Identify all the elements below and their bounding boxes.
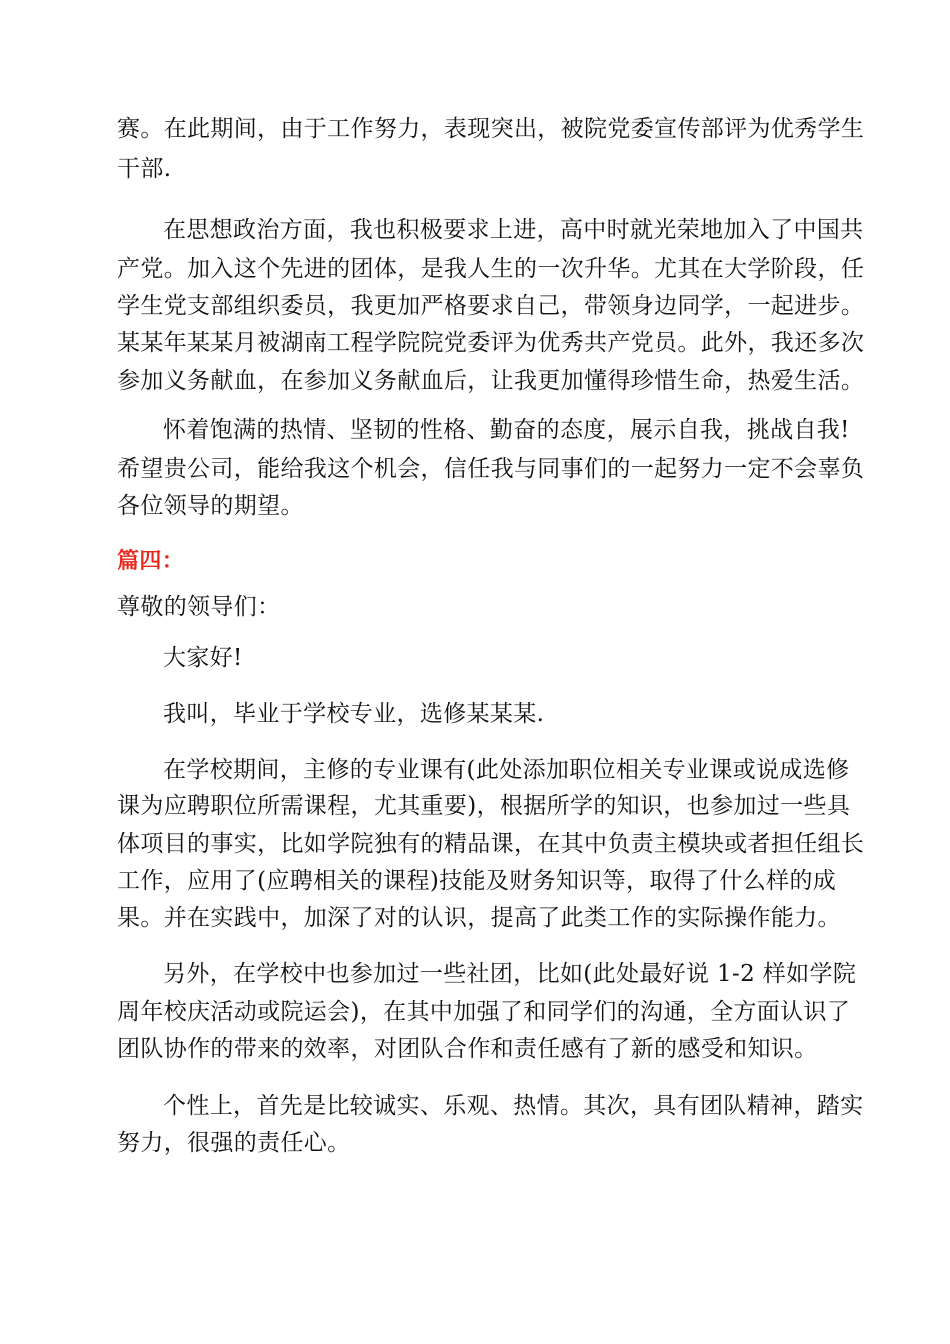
paragraph-line: 各位领导的期望。 (117, 493, 304, 519)
paragraph-line: 某某年某某月被湖南工程学院院党委评为优秀共产党员。此外，我还多次 (117, 330, 865, 356)
paragraph-line: 个性上，首先是比较诚实、乐观、热情。其次，具有团队精神，踏实 (163, 1093, 864, 1119)
salutation: 尊敬的领导们： (117, 594, 281, 620)
paragraph-line: 在思想政治方面，我也积极要求上进，高中时就光荣地加入了中国共 (163, 217, 864, 243)
paragraph-line: 希望贵公司，能给我这个机会，信任我与同事们的一起努力一定不会辜负 (117, 456, 865, 482)
paragraph-line: 课为应聘职位所需课程，尤其重要)，根据所学的知识，也参加过一些具 (117, 793, 851, 819)
paragraph-line: 周年校庆活动或院运会)，在其中加强了和同学们的沟通，全方面认识了 (117, 999, 851, 1025)
paragraph-line: 工作，应用了(应聘相关的课程)技能及财务知识等，取得了什么样的成 (117, 868, 837, 894)
paragraph-line: 果。并在实践中，加深了对的认识，提高了此类工作的实际操作能力。 (117, 905, 841, 931)
paragraph-line: 参加义务献血，在参加义务献血后，让我更加懂得珍惜生命，热爱生活。 (117, 368, 865, 394)
paragraph-line: 怀着饱满的热情、坚韧的性格、勤奋的态度，展示自我，挑战自我! (163, 417, 850, 443)
paragraph-line: 在学校期间，主修的专业课有(此处添加职位相关专业课或说成选修 (163, 757, 850, 783)
paragraph-line: 学生党支部组织委员，我更加严格要求自己，带领身边同学，一起进步。 (117, 293, 865, 319)
paragraph-line: 产党。加入这个先进的团体，是我人生的一次升华。尤其在大学阶段，任 (117, 256, 865, 282)
paragraph-line: 干部. (117, 156, 172, 182)
paragraph-line: 努力，很强的责任心。 (117, 1130, 351, 1156)
paragraph-line: 赛。在此期间，由于工作努力，表现突出，被院党委宣传部评为优秀学生 (117, 116, 865, 142)
paragraph-line: 我叫，毕业于学校专业，选修某某某. (163, 701, 545, 727)
greeting: 大家好! (163, 645, 243, 671)
paragraph-line: 另外，在学校中也参加过一些社团，比如(此处最好说 1-2 样如学院 (163, 961, 857, 987)
paragraph-line: 体项目的事实，比如学院独有的精品课，在其中负责主模块或者担任组长 (117, 831, 865, 857)
paragraph-line: 团队协作的带来的效率，对团队合作和责任感有了新的感受和知识。 (117, 1036, 818, 1062)
section-heading: 篇四： (117, 549, 185, 574)
